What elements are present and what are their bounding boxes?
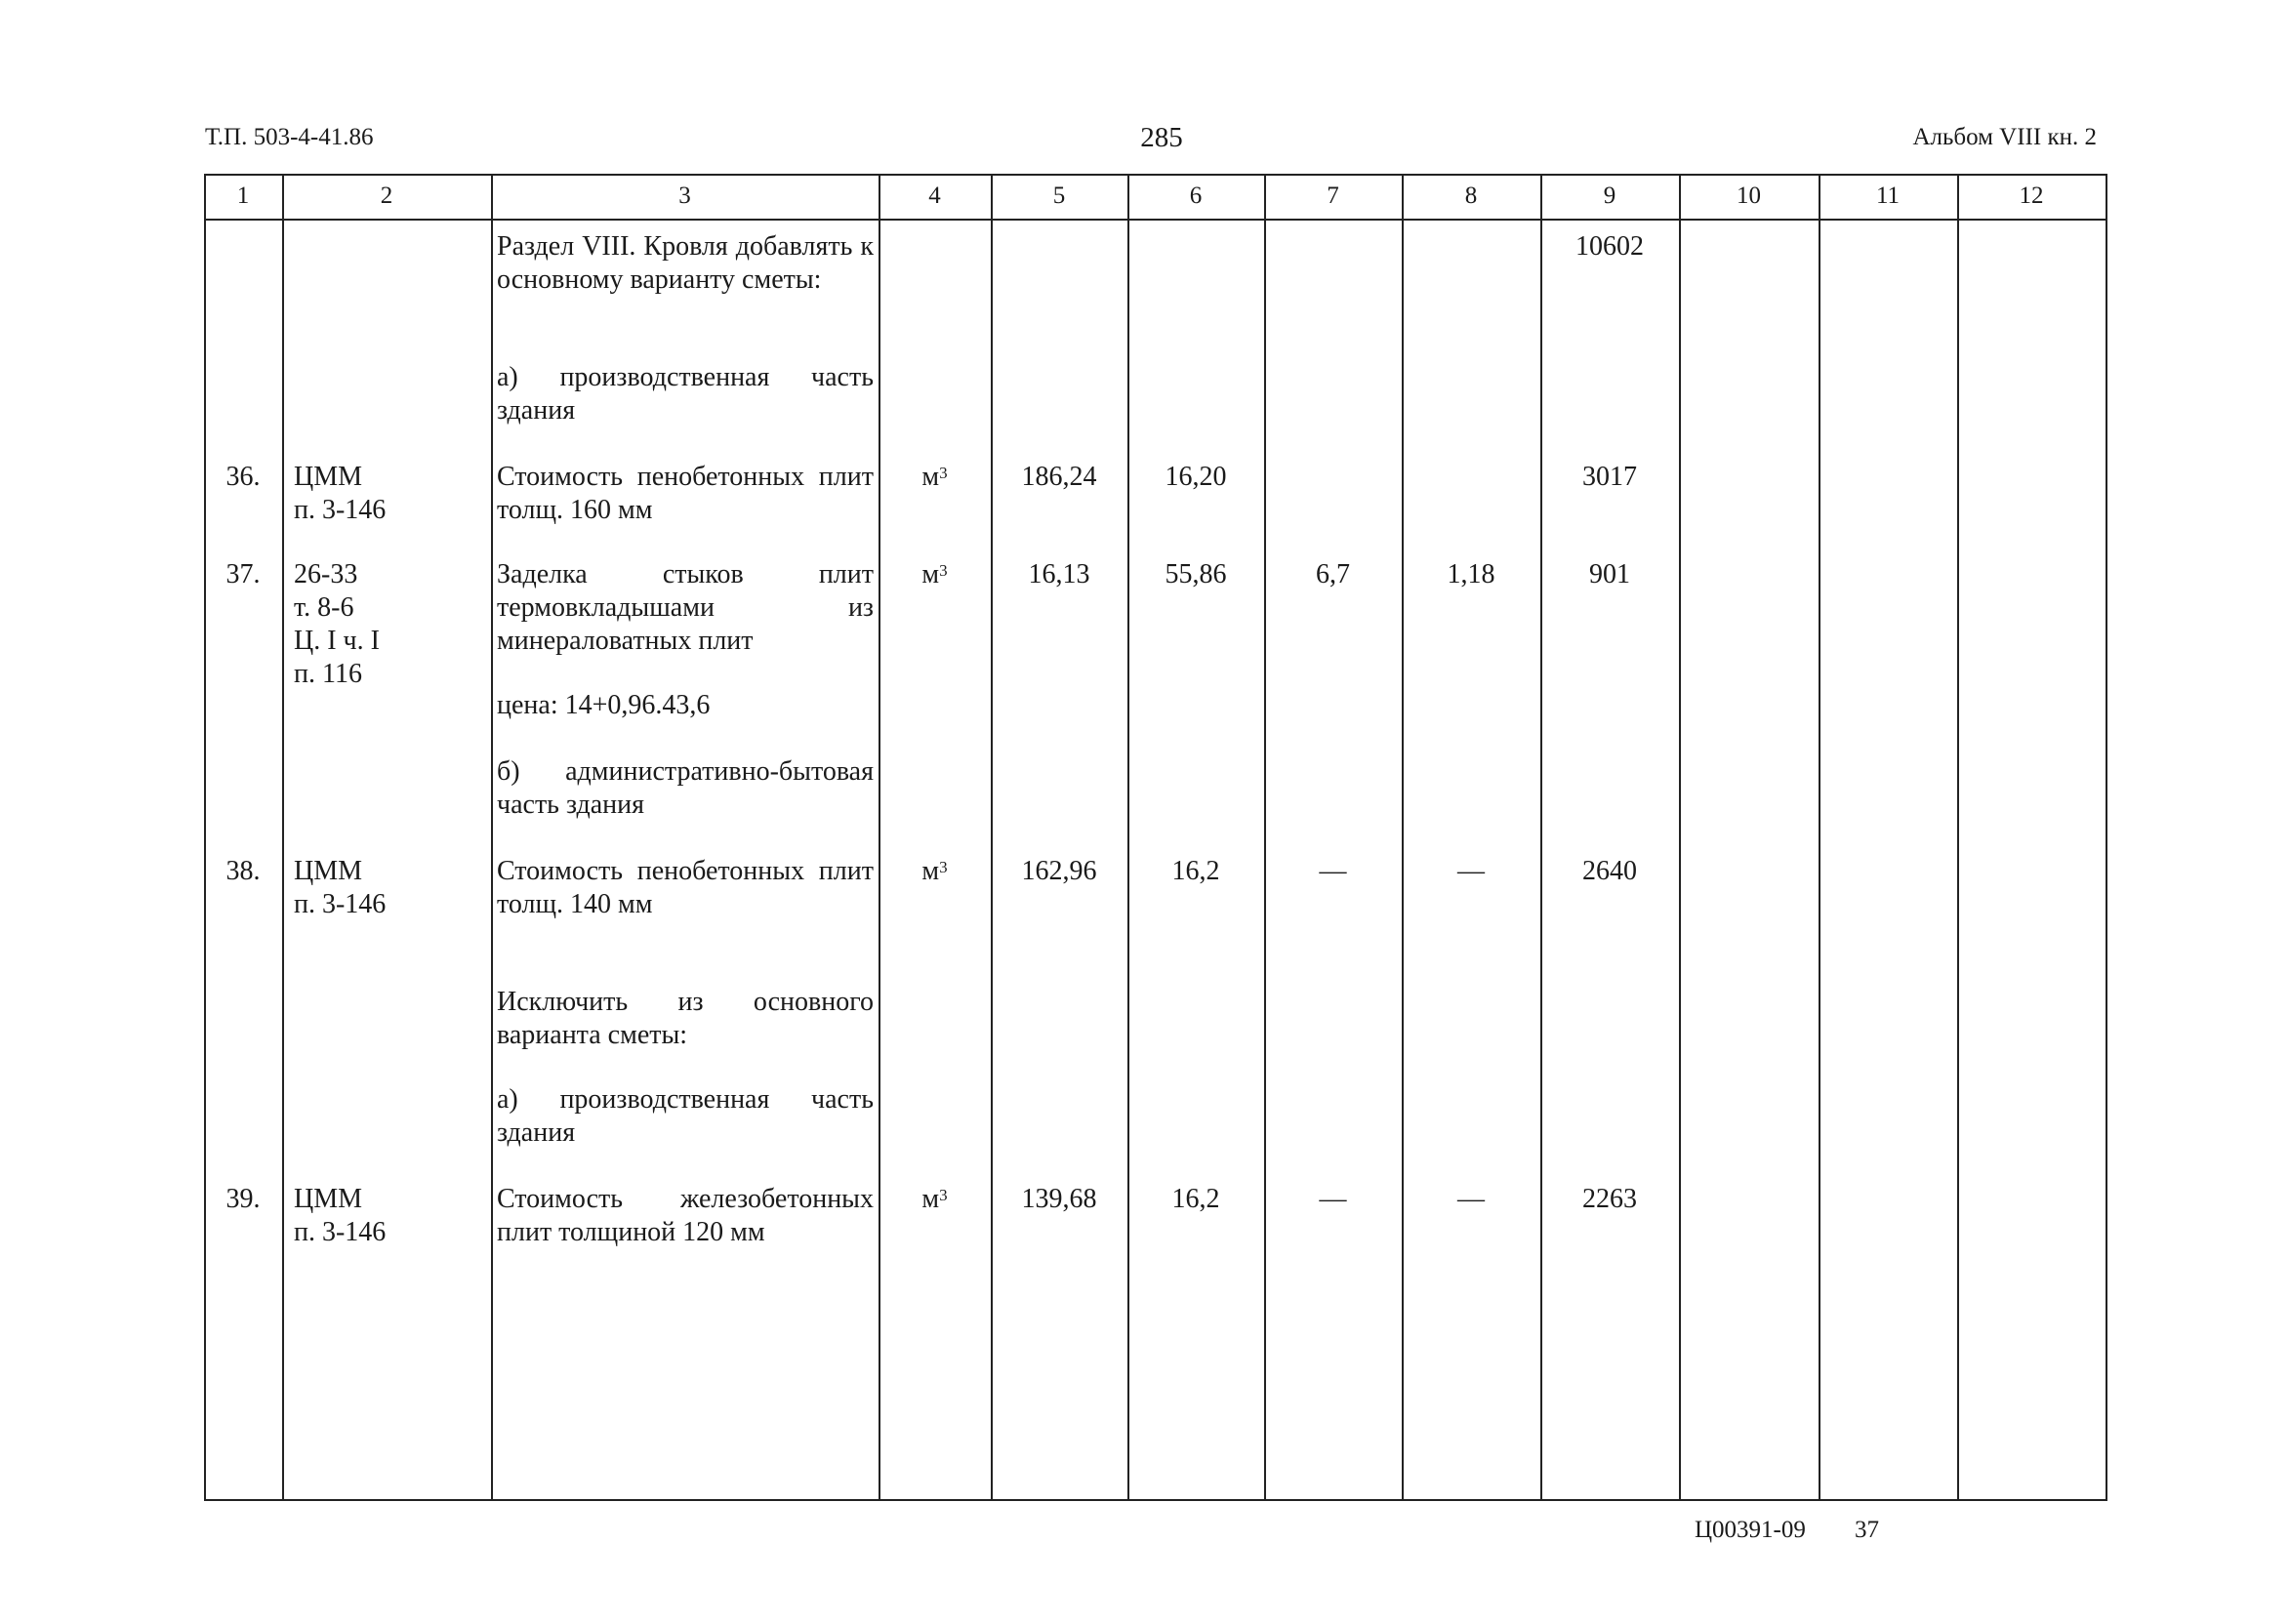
item-description: Заделка стыков плит термовкладышами из минераловатных плит <box>497 559 874 656</box>
column-number: 3 <box>678 183 691 209</box>
column-7-cell: 6,7 <box>1316 559 1350 589</box>
header-row-divider <box>204 219 2107 221</box>
unit-price-cell: 55,86 <box>1165 559 1227 589</box>
column-7-cell: — <box>1319 856 1347 886</box>
section-total: 10602 <box>1575 231 1644 262</box>
unit-cell <box>879 855 991 888</box>
table-border-bottom <box>204 1499 2107 1501</box>
item-description: Стоимость пенобетонных плит толщ. 140 мм <box>497 856 874 919</box>
unit-exponent: 3 <box>939 561 948 580</box>
column-number: 2 <box>380 183 393 209</box>
total-cost-cell: 2263 <box>1582 1184 1637 1214</box>
quantity-cell: 16,13 <box>1028 559 1090 589</box>
estimate-table <box>204 174 2107 1501</box>
row-number: 37. <box>225 559 261 589</box>
column-number: 4 <box>928 183 941 209</box>
column-number: 1 <box>236 183 250 209</box>
col-divider <box>1402 174 1404 1501</box>
column-number: 8 <box>1464 183 1478 209</box>
subsection-label: б) административно-бытовая часть здания <box>497 756 874 820</box>
col-divider <box>879 174 880 1501</box>
page-number: 285 <box>1140 122 1183 153</box>
price-reference: 26-33 т. 8-6 Ц. I ч. I п. 116 <box>294 559 380 689</box>
unit-exponent: 3 <box>939 1186 948 1204</box>
column-8-cell: — <box>1457 856 1485 886</box>
column-8-cell: 1,18 <box>1447 559 1495 589</box>
col-divider <box>491 174 493 1501</box>
col-divider <box>1127 174 1129 1501</box>
footer-sheet-number: 37 <box>1855 1517 1879 1543</box>
total-cost-cell: 3017 <box>1582 462 1637 492</box>
col-divider <box>1264 174 1266 1501</box>
unit-price-cell: 16,2 <box>1171 1184 1220 1214</box>
total-cost-cell: 901 <box>1589 559 1630 589</box>
row-number: 38. <box>225 856 261 886</box>
col-divider <box>1957 174 1959 1501</box>
column-number: 12 <box>2019 183 2044 209</box>
col-divider <box>282 174 284 1501</box>
col-divider <box>2106 174 2107 1501</box>
unit-cell <box>879 1183 991 1216</box>
subsection-label: а) производственная часть здания <box>497 362 874 426</box>
unit-price-cell: 16,2 <box>1171 856 1220 886</box>
unit-label: м <box>921 462 940 492</box>
footer-document-code: Ц00391-09 <box>1695 1517 1806 1543</box>
price-reference: ЦММ п. 3-146 <box>294 1184 387 1247</box>
column-number: 5 <box>1052 183 1066 209</box>
col-divider <box>1540 174 1542 1501</box>
column-number: 7 <box>1327 183 1339 209</box>
unit-label: м <box>921 1184 940 1214</box>
unit-price-cell: 16,20 <box>1165 462 1227 492</box>
album-label: Альбом VIII кн. 2 <box>1912 124 2097 150</box>
price-note: цена: 14+0,96.43,6 <box>497 690 711 720</box>
row-number: 36. <box>225 462 261 492</box>
col-divider <box>1819 174 1820 1501</box>
row-number: 39. <box>225 1184 261 1214</box>
column-number: 9 <box>1603 183 1616 209</box>
column-7-cell: — <box>1319 1184 1347 1214</box>
col-divider <box>991 174 993 1501</box>
unit-cell <box>879 461 991 494</box>
quantity-cell: 162,96 <box>1021 856 1097 886</box>
subsection-label: а) производственная часть здания <box>497 1084 874 1148</box>
price-reference: ЦММ п. 3-146 <box>294 856 387 919</box>
section-title: Раздел VIII. Кровля добавлять к основному варианту сметы: <box>497 231 874 295</box>
unit-label: м <box>921 559 940 589</box>
unit-cell <box>879 558 991 591</box>
item-description: Стоимость пенобетонных плит толщ. 160 мм <box>497 462 874 525</box>
col-divider <box>1679 174 1681 1501</box>
section-title: Исключить из основного варианта сметы: <box>497 987 874 1050</box>
column-8-cell: — <box>1457 1184 1485 1214</box>
column-number: 11 <box>1875 183 1901 209</box>
quantity-cell: 139,68 <box>1021 1184 1097 1214</box>
unit-exponent: 3 <box>939 858 948 876</box>
quantity-cell: 186,24 <box>1021 462 1097 492</box>
total-cost-cell: 2640 <box>1582 856 1637 886</box>
unit-exponent: 3 <box>939 464 948 482</box>
unit-label: м <box>921 856 940 886</box>
item-description: Стоимость железобетонных плит толщиной 120 мм <box>497 1184 874 1247</box>
price-reference: ЦММ п. 3-146 <box>294 462 387 525</box>
document-code: Т.П. 503-4-41.86 <box>205 124 374 150</box>
col-divider <box>204 174 206 1501</box>
column-number: 10 <box>1737 183 1761 209</box>
column-number: 6 <box>1189 183 1203 209</box>
